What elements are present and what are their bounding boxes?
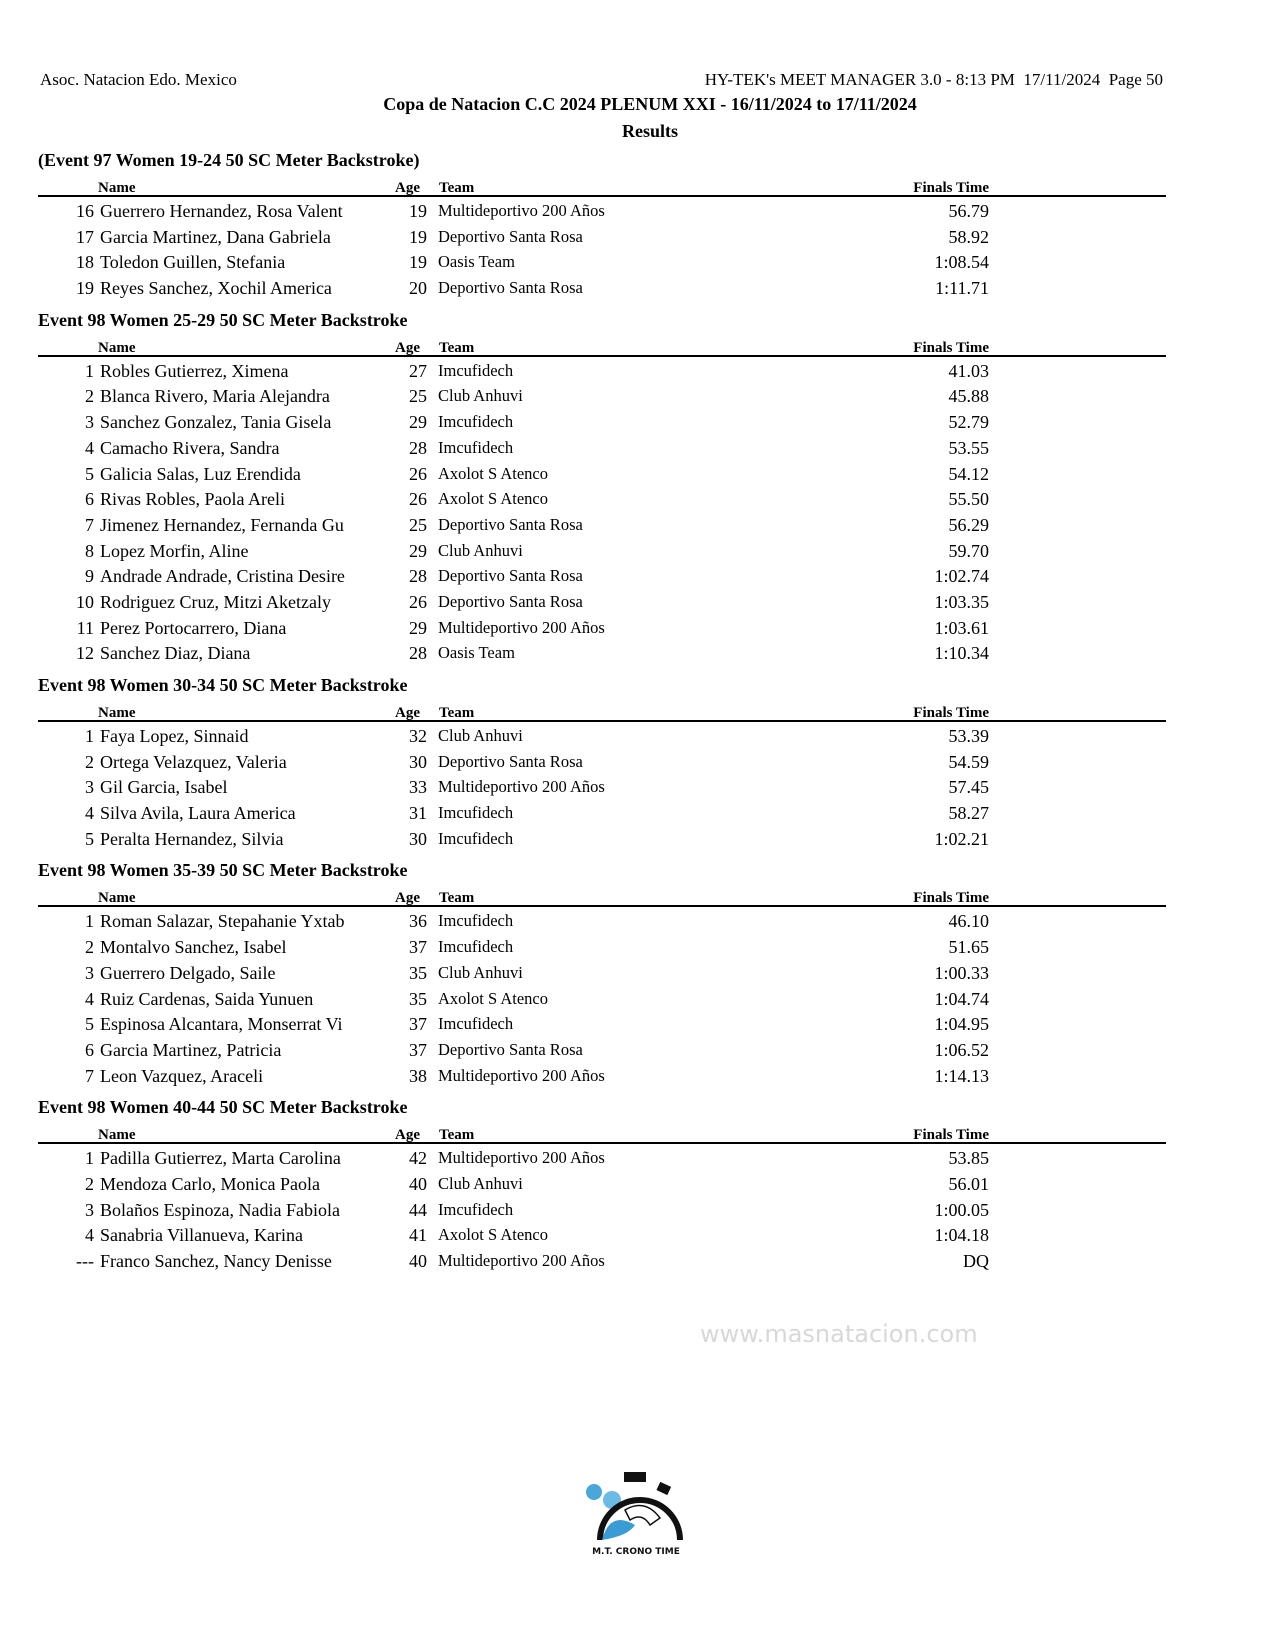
team-name: Imcufidech	[438, 437, 514, 457]
column-finals-time: Finals Time	[913, 180, 989, 196]
result-row	[38, 748, 1166, 774]
result-row	[38, 773, 1166, 799]
column-header	[38, 173, 1166, 197]
result-row	[38, 907, 1166, 933]
column-age: Age	[395, 1127, 420, 1144]
age: 26	[409, 463, 427, 484]
age: 37	[409, 1014, 427, 1035]
result-row	[38, 434, 1166, 460]
team-name: Club Anhuvi	[438, 1173, 523, 1193]
result-row	[38, 722, 1166, 748]
place: 11	[76, 617, 94, 638]
column-finals-time: Finals Time	[913, 1127, 989, 1144]
place: 5	[85, 1014, 94, 1035]
team-name: Axolot S Atenco	[438, 988, 548, 1008]
result-row	[38, 588, 1166, 614]
column-name: Name	[98, 705, 136, 721]
finals-time: 1:08.54	[934, 252, 989, 273]
finals-time: 56.29	[948, 514, 989, 535]
column-team: Team	[439, 890, 475, 907]
team-name: Deportivo Santa Rosa	[438, 1039, 583, 1059]
age: 26	[409, 489, 427, 510]
age: 25	[409, 386, 427, 407]
team-name: Club Anhuvi	[438, 540, 523, 560]
swimmer-name: Padilla Gutierrez, Marta Carolina	[100, 1148, 341, 1169]
place: 12	[76, 643, 94, 664]
team-name: Oasis Team	[438, 252, 515, 272]
team-name: Imcufidech	[438, 1199, 514, 1219]
team-name: Club Anhuvi	[438, 962, 523, 982]
team-name: Imcufidech	[438, 937, 514, 957]
place: 4	[85, 988, 94, 1009]
finals-time: 1:02.21	[934, 828, 989, 849]
result-row	[38, 639, 1166, 665]
swimmer-name: Peralta Hernandez, Silvia	[100, 828, 284, 849]
swimmer-name: Lopez Morfin, Aline	[100, 540, 249, 561]
result-row	[38, 933, 1166, 959]
place: 8	[85, 540, 94, 561]
result-row	[38, 274, 1166, 300]
age: 26	[409, 591, 427, 612]
age: 19	[409, 201, 427, 221]
column-header	[38, 698, 1166, 722]
finals-time: 54.59	[948, 751, 989, 772]
event-section	[38, 673, 1166, 850]
team-name: Multideportivo 200 Años	[438, 777, 605, 797]
finals-time: 1:04.95	[934, 1014, 989, 1035]
place: 18	[76, 252, 94, 273]
swimmer-name: Toledon Guillen, Stefania	[100, 252, 286, 273]
place: 2	[85, 937, 94, 958]
result-row	[38, 537, 1166, 563]
place: 1	[85, 726, 94, 746]
team-name: Club Anhuvi	[438, 726, 523, 745]
swimmer-name: Franco Sanchez, Nancy Denisse	[100, 1251, 332, 1271]
swimmer-name: Garcia Martinez, Patricia	[100, 1039, 282, 1060]
result-row	[38, 614, 1166, 640]
place: ---	[76, 1251, 94, 1271]
result-row	[38, 511, 1166, 537]
team-name: Deportivo Santa Rosa	[438, 226, 583, 246]
column-age: Age	[395, 890, 420, 907]
result-row	[38, 1062, 1166, 1088]
column-name: Name	[98, 339, 136, 356]
age: 28	[409, 566, 427, 587]
age: 28	[409, 643, 427, 664]
swimmer-name: Jimenez Hernandez, Fernanda Gu	[100, 514, 344, 535]
finals-time: 1:00.33	[934, 962, 989, 983]
age: 29	[409, 412, 427, 433]
result-row	[38, 799, 1166, 825]
finals-time: 58.27	[948, 803, 989, 824]
age: 19	[409, 226, 427, 247]
finals-time: 1:04.74	[934, 988, 989, 1009]
event-section	[38, 1095, 1166, 1272]
team-name: Multideportivo 200 Años	[438, 1251, 605, 1270]
age: 37	[409, 1039, 427, 1060]
column-header	[38, 333, 1166, 357]
swimmer-name: Espinosa Alcantara, Monserrat Vi	[100, 1014, 343, 1035]
finals-time: 54.12	[948, 463, 989, 484]
age: 44	[409, 1199, 427, 1220]
age: 36	[409, 911, 427, 932]
finals-time: 41.03	[948, 360, 989, 381]
age: 32	[409, 726, 427, 746]
place: 3	[85, 412, 94, 433]
age: 40	[409, 1251, 427, 1271]
swimmer-name: Bolaños Espinoza, Nadia Fabiola	[100, 1199, 340, 1220]
swimmer-name: Sanchez Gonzalez, Tania Gisela	[100, 412, 332, 433]
swimmer-name: Sanabria Villanueva, Karina	[100, 1225, 304, 1246]
finals-time: 1:04.18	[934, 1225, 989, 1246]
finals-time: DQ	[963, 1251, 989, 1271]
place: 16	[76, 201, 94, 221]
event-title: Event 98 Women 25-29 50 SC Meter Backstroke	[38, 309, 408, 330]
age: 28	[409, 437, 427, 458]
team-name: Deportivo Santa Rosa	[438, 566, 583, 586]
software-header: HY-TEK's MEET MANAGER 3.0 - 8:13 PM 17/11/2024 Page 50	[704, 70, 1163, 89]
column-finals-time: Finals Time	[913, 705, 989, 721]
age: 29	[409, 617, 427, 638]
place: 1	[85, 911, 94, 932]
column-age: Age	[395, 705, 420, 721]
swimmer-name: Ortega Velazquez, Valeria	[100, 751, 287, 772]
column-team: Team	[439, 180, 475, 196]
swimmer-name: Gil Garcia, Isabel	[100, 777, 228, 798]
result-row	[38, 408, 1166, 434]
column-header	[38, 1120, 1166, 1144]
team-name: Deportivo Santa Rosa	[438, 514, 583, 534]
place: 4	[85, 437, 94, 458]
result-row	[38, 248, 1166, 274]
finals-time: 53.85	[948, 1148, 989, 1169]
finals-time: 45.88	[948, 386, 989, 407]
place: 10	[76, 591, 94, 612]
column-finals-time: Finals Time	[913, 890, 989, 907]
finals-time: 52.79	[948, 412, 989, 433]
result-row	[38, 1144, 1166, 1170]
column-name: Name	[98, 1127, 136, 1144]
result-row	[38, 357, 1166, 383]
swimmer-name: Leon Vazquez, Araceli	[100, 1065, 264, 1086]
column-age: Age	[395, 180, 420, 196]
team-name: Axolot S Atenco	[438, 463, 548, 483]
column-age: Age	[395, 339, 420, 356]
team-name: Deportivo Santa Rosa	[438, 751, 583, 771]
finals-time: 1:14.13	[934, 1065, 989, 1086]
swimmer-name: Robles Gutierrez, Ximena	[100, 360, 289, 381]
swimmer-name: Sanchez Diaz, Diana	[100, 643, 251, 664]
column-team: Team	[439, 339, 475, 356]
column-header	[38, 883, 1166, 907]
age: 33	[409, 777, 427, 798]
column-finals-time: Finals Time	[913, 339, 989, 356]
column-team: Team	[439, 705, 475, 721]
event-section	[38, 148, 1166, 300]
team-name: Deportivo Santa Rosa	[438, 591, 583, 611]
column-team: Team	[439, 1127, 475, 1144]
swimmer-name: Garcia Martinez, Dana Gabriela	[100, 226, 331, 247]
age: 41	[409, 1225, 427, 1246]
result-row	[38, 959, 1166, 985]
meet-title: Copa de Natacion C.C 2024 PLENUM XXI - 16/11/2024 to 17/11/2024	[383, 94, 917, 114]
place: 7	[85, 1065, 94, 1086]
age: 30	[409, 828, 427, 849]
result-row	[38, 223, 1166, 249]
team-name: Oasis Team	[438, 643, 515, 663]
event-section	[38, 308, 1166, 665]
age: 29	[409, 540, 427, 561]
finals-time: 56.79	[948, 201, 989, 221]
place: 4	[85, 1225, 94, 1246]
swimmer-name: Rivas Robles, Paola Areli	[100, 489, 285, 510]
finals-time: 1:03.35	[934, 591, 989, 612]
event-title: Event 98 Women 35-39 50 SC Meter Backstroke	[38, 860, 408, 881]
team-name: Multideportivo 200 Años	[438, 1065, 605, 1085]
team-name: Axolot S Atenco	[438, 489, 548, 509]
place: 1	[85, 360, 94, 381]
swimmer-name: Rodriguez Cruz, Mitzi Aketzaly	[100, 591, 331, 612]
swimmer-name: Silva Avila, Laura America	[100, 803, 296, 824]
age: 42	[409, 1148, 427, 1169]
swimmer-name: Blanca Rivero, Maria Alejandra	[100, 386, 330, 407]
finals-time: 51.65	[948, 937, 989, 958]
team-name: Axolot S Atenco	[438, 1225, 548, 1245]
team-name: Deportivo Santa Rosa	[438, 278, 583, 298]
swimmer-name: Roman Salazar, Stepahanie Yxtab	[100, 911, 345, 932]
place: 9	[85, 566, 94, 587]
age: 40	[409, 1173, 427, 1194]
swimmer-name: Reyes Sanchez, Xochil America	[100, 278, 332, 299]
team-name: Multideportivo 200 Años	[438, 617, 605, 637]
result-row	[38, 1221, 1166, 1247]
place: 3	[85, 777, 94, 798]
age: 38	[409, 1065, 427, 1086]
place: 3	[85, 1199, 94, 1220]
age: 25	[409, 514, 427, 535]
result-row	[38, 562, 1166, 588]
finals-time: 55.50	[948, 489, 989, 510]
results-heading: Results	[621, 121, 678, 141]
place: 2	[85, 751, 94, 772]
age: 30	[409, 751, 427, 772]
age: 31	[409, 803, 427, 824]
swimmer-name: Guerrero Delgado, Saile	[100, 962, 276, 983]
team-name: Imcufidech	[438, 360, 514, 380]
place: 5	[85, 828, 94, 849]
place: 1	[85, 1148, 94, 1169]
finals-time: 1:02.74	[934, 566, 989, 587]
finals-time: 59.70	[948, 540, 989, 561]
age: 35	[409, 988, 427, 1009]
swimmer-name: Perez Portocarrero, Diana	[100, 617, 287, 638]
swimmer-name: Galicia Salas, Luz Erendida	[100, 463, 301, 484]
finals-time: 1:11.71	[935, 278, 989, 299]
swimmer-name: Camacho Rivera, Sandra	[100, 437, 280, 458]
result-row	[38, 985, 1166, 1011]
place: 19	[76, 278, 94, 299]
organization-name: Asoc. Natacion Edo. Mexico	[40, 70, 237, 89]
place: 3	[85, 962, 94, 983]
swimmer-name: Montalvo Sanchez, Isabel	[100, 937, 287, 958]
team-name: Multideportivo 200 Años	[438, 1148, 605, 1168]
swimmer-name: Guerrero Hernandez, Rosa Valent	[100, 201, 343, 221]
result-row	[38, 1247, 1166, 1273]
age: 20	[409, 278, 427, 299]
event-title: (Event 97 Women 19-24 50 SC Meter Backstroke)	[38, 150, 420, 170]
team-name: Imcufidech	[438, 911, 514, 931]
team-name: Imcufidech	[438, 1014, 514, 1034]
swimmer-name: Mendoza Carlo, Monica Paola	[100, 1173, 320, 1194]
place: 2	[85, 1173, 94, 1194]
place: 2	[85, 386, 94, 407]
swimmer-name: Andrade Andrade, Cristina Desire	[100, 566, 345, 587]
place: 5	[85, 463, 94, 484]
watermark: www.masnatacion.com	[700, 1320, 978, 1348]
team-name: Imcufidech	[438, 412, 514, 432]
event-section	[38, 858, 1166, 1087]
place: 4	[85, 803, 94, 824]
finals-time: 53.39	[948, 726, 989, 746]
finals-time: 1:03.61	[934, 617, 989, 638]
swimmer-name: Ruiz Cardenas, Saida Yunuen	[100, 988, 314, 1009]
result-row	[38, 1170, 1166, 1196]
finals-time: 46.10	[948, 911, 989, 932]
team-name: Multideportivo 200 Años	[438, 201, 605, 220]
column-name: Name	[98, 890, 136, 907]
finals-time: 1:10.34	[934, 643, 989, 664]
result-row	[38, 485, 1166, 511]
event-title: Event 98 Women 30-34 50 SC Meter Backstroke	[38, 675, 408, 695]
column-name: Name	[98, 180, 136, 196]
result-row	[38, 825, 1166, 851]
team-name: Imcufidech	[438, 828, 514, 848]
age: 37	[409, 937, 427, 958]
results-sections	[38, 148, 1166, 1281]
result-row	[38, 1196, 1166, 1222]
place: 17	[76, 226, 94, 247]
crono-time-logo	[580, 1470, 692, 1558]
age: 27	[409, 360, 427, 381]
place: 7	[85, 514, 94, 535]
swimmer-name: Faya Lopez, Sinnaid	[100, 726, 249, 746]
finals-time: 58.92	[948, 226, 989, 247]
finals-time: 56.01	[948, 1173, 989, 1194]
age: 35	[409, 962, 427, 983]
result-row	[38, 1036, 1166, 1062]
team-name: Club Anhuvi	[438, 386, 523, 406]
finals-time: 1:00.05	[934, 1199, 989, 1220]
place: 6	[85, 1039, 94, 1060]
result-row	[38, 1010, 1166, 1036]
team-name: Imcufidech	[438, 803, 514, 823]
result-row	[38, 382, 1166, 408]
finals-time: 57.45	[948, 777, 989, 798]
result-row	[38, 197, 1166, 223]
finals-time: 53.55	[948, 437, 989, 458]
logo-text: M.T. CRONO TIME	[592, 1547, 680, 1557]
finals-time: 1:06.52	[934, 1039, 989, 1060]
place: 6	[85, 489, 94, 510]
result-row	[38, 460, 1166, 486]
event-title: Event 98 Women 40-44 50 SC Meter Backstroke	[38, 1097, 408, 1118]
age: 19	[409, 252, 427, 273]
